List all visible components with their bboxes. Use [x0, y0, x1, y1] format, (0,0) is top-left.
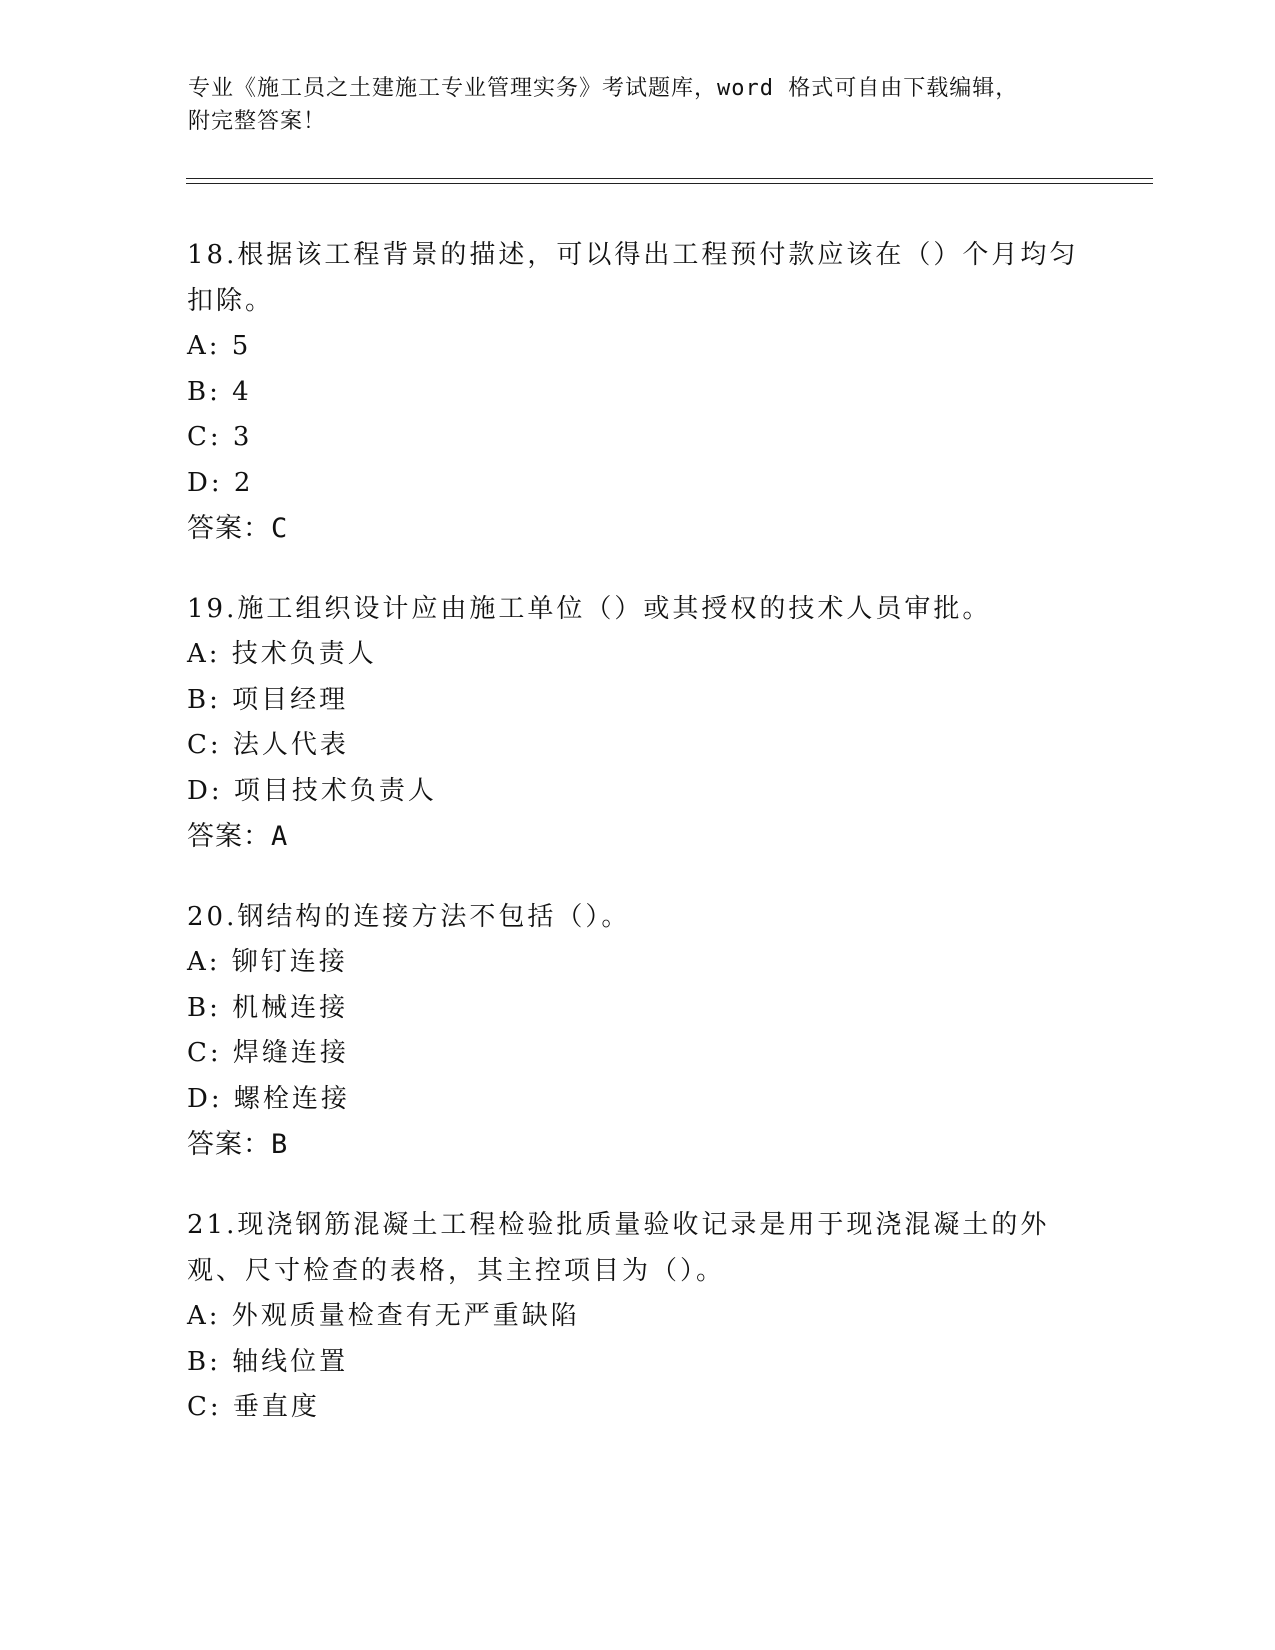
option-b: B: 项目经理 [187, 684, 349, 715]
question-stem: 20.钢结构的连接方法不包括（）。 [187, 902, 631, 932]
header-divider-bottom [186, 183, 1153, 184]
option-d: D: 螺栓连接 [187, 1083, 350, 1114]
question-21 [187, 1202, 1087, 1431]
question-list [187, 232, 1087, 1465]
answer-line: 答案：A [187, 821, 289, 852]
question-stem: 18.根据该工程背景的描述，可以得出工程预付款应该在（）个月均匀扣除。 [187, 240, 1079, 316]
option-b: B: 轴线位置 [187, 1346, 349, 1377]
option-a: A: 5 [187, 331, 252, 361]
option-c: C: 法人代表 [187, 730, 349, 760]
option-d: D: 项目技术负责人 [187, 775, 437, 806]
answer-line: 答案：C [187, 513, 289, 544]
option-c: C: 垂直度 [187, 1392, 320, 1422]
option-c: C: 焊缝连接 [187, 1038, 349, 1068]
option-a: A: 外观质量检查有无严重缺陷 [187, 1301, 580, 1331]
question-19 [187, 586, 1087, 860]
question-20 [187, 894, 1087, 1168]
question-18 [187, 232, 1087, 552]
document-header [188, 72, 1088, 138]
option-a: A: 技术负责人 [187, 639, 377, 669]
option-b: B: 4 [187, 376, 252, 407]
option-b: B: 机械连接 [187, 992, 349, 1023]
header-line-2: 附完整答案！ [188, 109, 327, 134]
option-d: D: 2 [187, 467, 254, 498]
header-divider-top [186, 178, 1153, 179]
question-stem: 19.施工组织设计应由施工单位（）或其授权的技术人员审批。 [187, 594, 992, 624]
question-stem: 21.现浇钢筋混凝土工程检验批质量验收记录是用于现浇混凝土的外观、尺寸检查的表格，其主控项目为（）。 [187, 1210, 1050, 1286]
option-c: C: 3 [187, 422, 253, 452]
option-a: A: 铆钉连接 [187, 947, 348, 977]
answer-line: 答案：B [187, 1129, 289, 1160]
header-line-1: 专业《施工员之土建施工专业管理实务》考试题库，word 格式可自由下载编辑， [188, 76, 1019, 101]
